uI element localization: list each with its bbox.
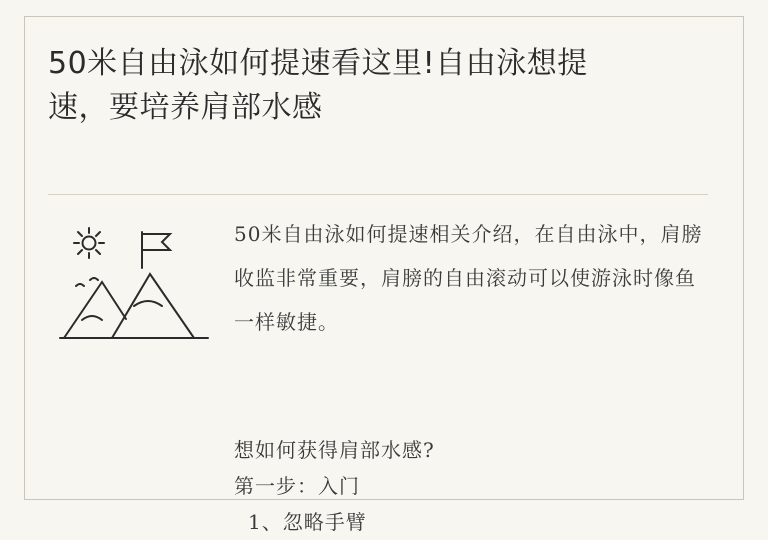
article-content [48, 42, 724, 534]
title-divider [48, 194, 708, 195]
paragraph-2: 第一步：入门 [234, 474, 360, 498]
paragraph-3: 1、忽略手臂 [248, 510, 367, 534]
mountain-sun-flag-icon [58, 222, 218, 362]
lead-text: 50米自由泳如何提速相关介绍，在自由泳中，肩膀收监非常重要，肩膀的自由滚动可以使游泳时像鱼一样敏捷。 [234, 222, 703, 334]
article-continuation [234, 432, 704, 540]
paragraph-1: 想如何获得肩部水感? [234, 438, 435, 462]
article-body [48, 212, 720, 534]
page-title: 50米自由泳如何提速看这里!自由泳想提速，要培养肩部水感 [48, 46, 588, 125]
article-lead-paragraph [234, 212, 704, 344]
